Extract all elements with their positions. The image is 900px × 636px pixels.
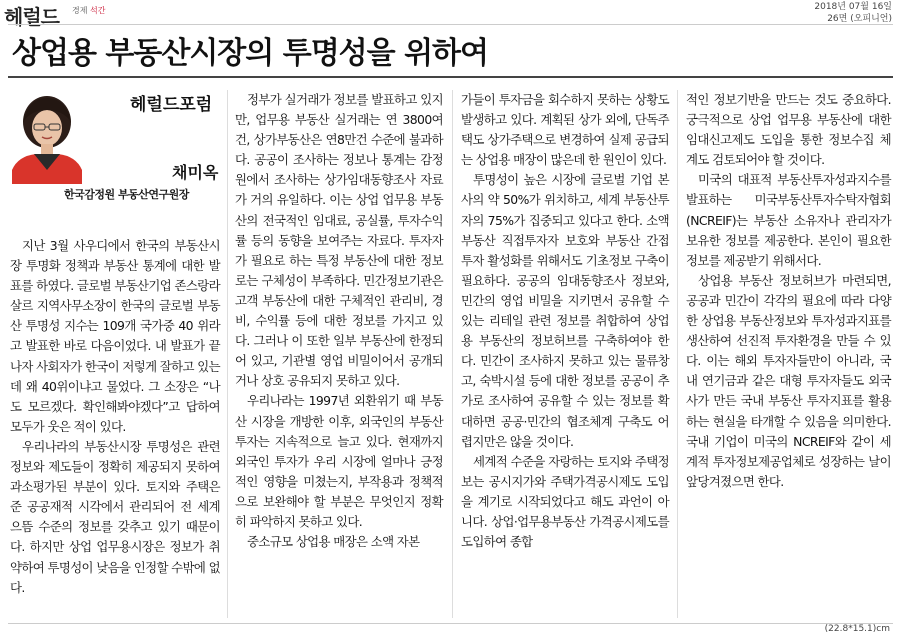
- article-size: (22.8*15.1)cm: [824, 624, 890, 634]
- headline: 상업용 부동산시장의 투명성을 위하여: [12, 36, 489, 71]
- article-paragraph: 우리나라의 부동산시장 투명성은 관련 정보와 제도들이 정확히 제공되지 못하여 과소평가된 부분이 있다. 토지와 주택은 준 공공재적 시각에서 관리되어 전 세계 으뜸 수준의 정보를 갖추고 있기 때문이다. 하지만 상업 업무용시장은 정보가 취약하여 투명성이 낮음을 인정할 수밖에 없다.: [10, 438, 220, 595]
- article-paragraph: 적인 정보기반을 만드는 것도 중요하다. 궁극적으로 상업 업무용 부동산에 대한 임대신고제도 도입을 통한 정보수집 체계도 검토되어야 할 것이다.: [686, 92, 891, 168]
- article-paragraph: 투명성이 높은 시장에 글로벌 기업 본사의 약 50%가 위치하고, 세계 부동산투자의 75%가 집중되고 있다고 한다. 소액 부동산 직접투자자 보호와 부동산 간접 투자 활성화를 위해서도 기초정보 구축이 필요하다. 공공의 임대동향조사 정보와, 민간의 영업 비밀을 지키면서 공유할 수 있는 리테일 관련 정보를 취합하여 상업용 부동산의 정보허브를 구축하여야 한다. 민간이 조사하지 못하고 있는 물류창고, 숙박시설 등에 대한 정보를 공공이 추가로 조사하여 공유할 수 있는 정보를 확대하면 공공·민간의 협조체계 구축도 어렵지만은 않을 것이다.: [461, 172, 669, 449]
- edition-label: [72, 5, 105, 16]
- page-section: 26면 (오피니언): [827, 14, 892, 24]
- column-divider: [227, 90, 228, 618]
- article-paragraph: 우리나라는 1997년 외환위기 때 부동산 시장을 개방한 이후, 외국인의 부동산 투자는 지속적으로 늘고 있다. 현재까지 외국인 투자가 우리 시장에 얼마나 긍정적인 영향을 미쳤는지, 부작용과 정책적으로 보완해야 할 부분은 무엇인지 정확히 파악하지 못하고 있다.: [235, 393, 443, 529]
- article-column-1: [10, 236, 220, 598]
- headline-rule: [8, 76, 893, 78]
- column-divider: [452, 90, 453, 618]
- article-paragraph: 세계적 수준을 자랑하는 토지와 주택정보는 공시지가와 주택가격공시제도 도입을 계기로 시작되었다고 해도 과언이 아니다. 상업·업무용부동산 가격공시제도를 도입하여 종합: [461, 453, 669, 550]
- section-label: 헤럴드포럼: [130, 95, 213, 115]
- publication-date: 2018년 07월 16일: [814, 2, 892, 12]
- article-paragraph: 중소규모 상업용 매장은 소액 자본: [247, 534, 420, 550]
- author-photo: [8, 92, 86, 184]
- author-title: 한국감정원 부동산연구원장: [64, 188, 189, 201]
- edition-label-b: 석간: [90, 6, 106, 15]
- bottom-rule: [8, 623, 893, 624]
- column-divider: [677, 90, 678, 618]
- article-column-4: [686, 90, 891, 492]
- author-name: 채미옥: [172, 163, 219, 182]
- author-portrait-image: [8, 92, 86, 184]
- publication-meta: [814, 1, 892, 25]
- article-paragraph: 미국의 대표적 부동산투자성과지수를 발표하는 미국부동산투자수탁자협회(NCREIF)는 부동산 소유자나 관리자가 보유한 정보를 제공한다. 본인이 필요한 정보를 제공받기 위해서다.: [686, 172, 891, 268]
- article-paragraph: 정부가 실거래가 정보를 발표하고 있지만, 업무용 부동산 실거래는 연 3800여건, 상가부동산은 연8만건 수준에 불과하다. 공공이 조사하는 정보나 통계는 감정원에서 조사하는 상가임대동향조사 자료가 거의 유일하다. 이는 상업 업무용 부동산의 전국적인 임대료, 공실률, 투자수익률 등의 동향을 보여주는 자료다. 투자자가 필요로 하는 특정 부동산에 대한 정보로는 구체성이 부족하다. 민간정보기관은 고객 부동산에 대한 구체적인 관리비, 경비, 수익률 등에 대한 정보를 가지고 있다. 그러나 이 또한 일부 부동산에 한정되어 있고, 기관별 영업 비밀이어서 공개되거나 상호 공유되지 못하고 있다.: [235, 92, 443, 389]
- newspaper-logo: 헤럴드: [4, 5, 59, 29]
- article-column-2: [235, 90, 443, 552]
- article-paragraph: 지난 3월 사우디에서 한국의 부동산시장 투명화 정책과 부동산 통계에 대한 발표를 하였다. 글로벌 부동산기업 존스랑라살르 지역사무소장이 한국의 글로벌 부동산 투명성 지수는 109개 국가중 40 위라고 발표한 바로 다음이었다. 내 발표가 끝나자 사회자가 한국이 저렇게 잘하고 있는데 왜 40위이냐고 물었다. 그 소장은 “나도 모르겠다. 확인해봐야겠다”고 답하여 모두가 웃은 적이 있다.: [10, 238, 220, 434]
- article-paragraph: 가들이 투자금을 회수하지 못하는 상황도 발생하고 있다. 계획된 상가 외에, 단독주택도 상가주택으로 변경하여 실제 공급되는 상업용 매장이 많은데 한 원인이 있다.: [461, 92, 669, 168]
- article-column-3: [461, 90, 669, 552]
- article-paragraph: 상업용 부동산 정보허브가 마련되면, 공공과 민간이 각각의 필요에 따라 다양한 상업용 부동산정보와 투자성과지표를 생산하여 선진적 투자환경을 만들 수 있다. 이는 해외 투자자들만이 아니라, 국내 연기금과 같은 대형 투자자들도 외국사가 만든 국내 부동산 투자지표를 활용하는 현실을 타개할 수 있음을 의미한다. 국내 기업이 미국의 NCREIF와 같이 세계적 투자정보제공업체로 성장하는 날이 앞당겨졌으면 한다.: [686, 272, 891, 489]
- edition-label-a: 경제: [72, 6, 88, 15]
- top-rule: [8, 24, 893, 25]
- masthead: [0, 0, 900, 29]
